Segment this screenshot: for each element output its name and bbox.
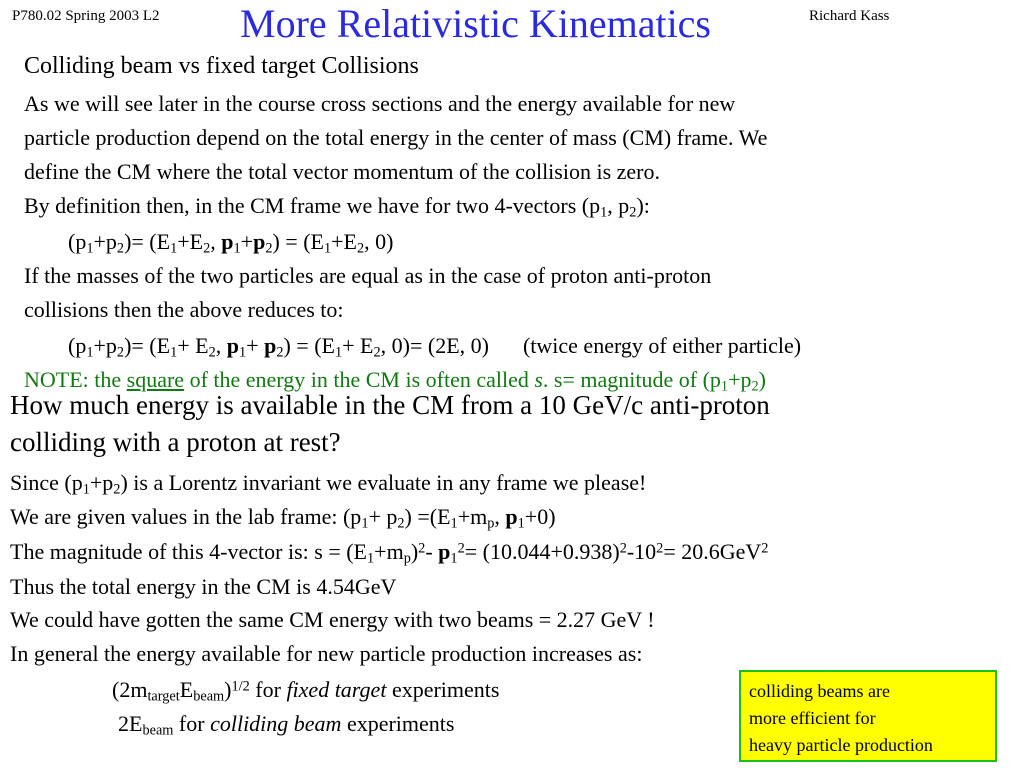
result-line2: We could have gotten the same CM energy with two beams = 2.27 GeV !	[10, 607, 655, 632]
equation-equal-mass: $(p_1+p_2)= (E_1+ E_2$, $p_1+ p_2) = (E_1+ E_2$, 0)= (2E, 0) (twice energy of either particle)	[68, 333, 802, 361]
callout-box	[739, 670, 997, 762]
section-heading: Colliding beam vs fixed target Collisions	[24, 53, 419, 79]
result-line1: Thus the total energy in the CM is 4.54GeV	[10, 574, 397, 599]
author-label: Richard Kass	[809, 8, 890, 24]
callout-line2: more efficient for	[749, 708, 876, 728]
para1-line1: As we will see later in the course cross sections and the energy available for new	[24, 91, 736, 116]
magnitude-line: The magnitude of this 4-vector is: $s = (E_1+m_p)^2-$ $p_1^2= (10.044+0.938)^2-10^2= 20.6GeV^2$	[10, 539, 769, 567]
question-line1: How much energy is available in the CM from a 10 GeV/c anti-proton	[10, 390, 770, 420]
para1-line2: particle production depend on the total energy in the center of mass (CM) frame. We	[24, 125, 768, 150]
since-line: Since $(p_1+p_2)$ is a Lorentz invariant we evaluate in any frame we please!	[10, 470, 647, 498]
page-title: More Relativistic Kinematics	[240, 1, 711, 46]
fixed-target-formula: $(2m_{target}E_{beam})^{1/2}$ for fixed target experiments	[112, 677, 500, 705]
definition-line: By definition then, in the CM frame we have for two 4-vectors ($p_1$, $p_2$):	[24, 193, 650, 221]
question-line2: colliding with a proton at rest?	[10, 427, 341, 457]
result-line3: In general the energy available for new particle production increases as:	[10, 641, 643, 666]
given-line: We are given values in the lab frame: $(p_1+ p_2) =(E_1+m_p$, $p_1+0$)	[10, 504, 556, 532]
course-label: P780.02 Spring 2003 L2	[12, 8, 160, 24]
callout-line1: colliding beams are	[749, 681, 890, 701]
masses-line2: collisions then the above reduces to:	[24, 297, 344, 322]
equation-cm-sum: $(p_1+p_2)= (E_1+E_2$, $p_1+p_2) = (E_1+E_2$, 0)	[68, 229, 394, 257]
note-line: NOTE: the square of the energy in the CM is often called s. s= magnitude of $(p_1+p_2)$	[24, 367, 766, 395]
para1-line3: define the CM where the total vector momentum of the collision is zero.	[24, 159, 660, 184]
colliding-beam-formula: $2E_{beam}$ for colliding beam experiments	[118, 711, 455, 739]
callout-line3: heavy particle production	[749, 735, 933, 755]
masses-line1: If the masses of the two particles are equal as in the case of proton anti-proton	[24, 263, 712, 288]
